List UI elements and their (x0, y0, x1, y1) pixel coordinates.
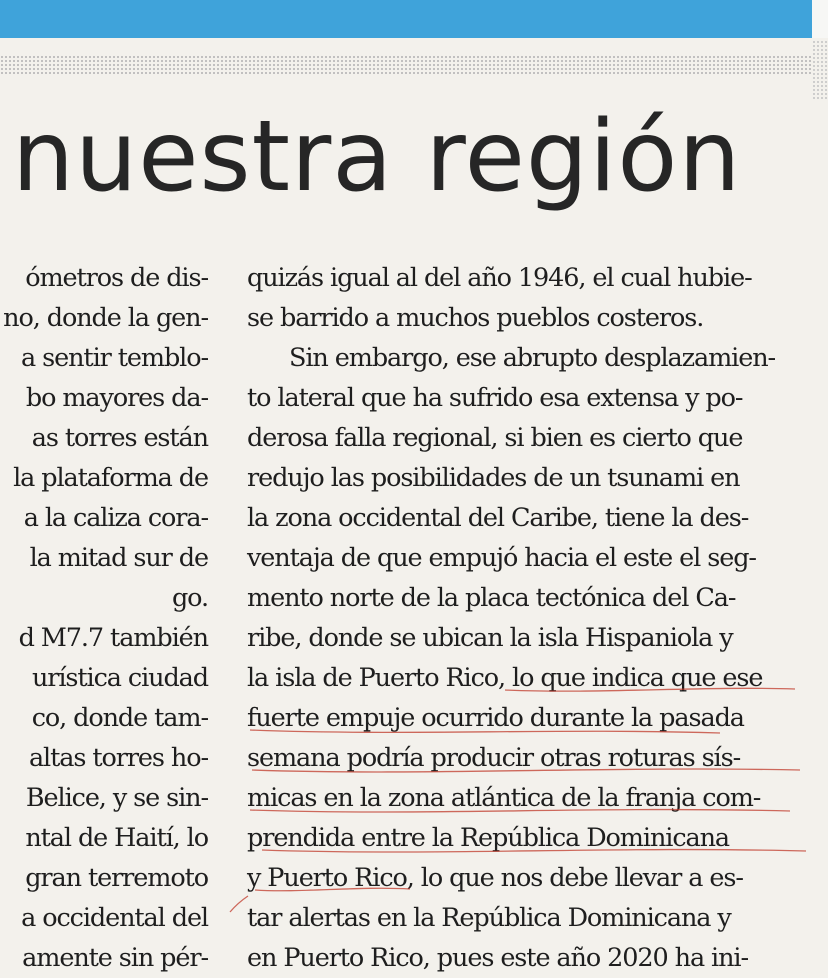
text-line: ómetros de dis- (25, 263, 208, 293)
text-line: la mitad sur de (29, 543, 208, 573)
text-line: go. (171, 583, 208, 613)
text-line: mento norte de la placa tectónica del Ca- (247, 583, 736, 613)
text-line: a sentir temblo- (21, 343, 208, 373)
text-line: Belice, y se sin- (25, 783, 208, 813)
text-line: as torres están (31, 423, 208, 453)
text-line: prendida entre la República Dominicana (247, 823, 730, 853)
text-line: ribe, donde se ubican la isla Hispaniola y (247, 623, 733, 653)
text-line: la isla de Puerto Rico, lo que indica que ese (247, 663, 763, 693)
text-line: micas en la zona atlántica de la franja com- (247, 783, 761, 813)
text-line: bo mayores da- (25, 383, 208, 413)
text-line: en Puerto Rico, pues este año 2020 ha ini- (247, 943, 749, 973)
text-line: y Puerto Rico, lo que nos debe llevar a es- (247, 863, 743, 893)
article-column-left (0, 258, 208, 978)
text-line: la zona occidental del Caribe, tiene la des- (247, 503, 749, 533)
dotted-rule (0, 55, 812, 75)
text-line: tar alertas en la República Dominicana y (247, 903, 731, 933)
text-line: no, donde la gen- (3, 303, 208, 333)
text-line: ntal de Haití, lo (25, 823, 208, 853)
text-line: altas torres ho- (28, 743, 208, 773)
page-edge (812, 0, 828, 38)
paragraph-start-line: Sin embargo, ese abrupto desplazamien- (289, 343, 776, 373)
dotted-rule-edge (812, 40, 828, 100)
text-line: urística ciudad (31, 663, 208, 693)
text-line: derosa falla regional, si bien es cierto que (247, 423, 743, 453)
text-line: la plataforma de (13, 463, 208, 493)
text-line: gran terremoto (25, 863, 208, 893)
text-line: a occidental del (21, 903, 208, 933)
text-line: amente sin pér- (22, 943, 208, 973)
pen-tick (230, 896, 248, 912)
text-line: fuerte empuje ocurrido durante la pasada (247, 703, 744, 733)
text-line: to lateral que ha sufrido esa extensa y po- (247, 383, 743, 413)
text-line: ventaja de que empujó hacia el este el seg- (247, 543, 756, 573)
text-line: d M7.7 también (18, 623, 208, 653)
text-line: semana podría producir otras roturas sís- (247, 743, 741, 773)
text-line: quizás igual al del año 1946, el cual hubie- (247, 263, 752, 293)
text-line: co, donde tam- (31, 703, 208, 733)
top-color-banner (0, 0, 812, 38)
text-line: redujo las posibilidades de un tsunami en (247, 463, 740, 493)
headline: nuestra región (12, 100, 742, 214)
text-line: se barrido a muchos pueblos costeros. (247, 303, 704, 333)
article-column-right (247, 258, 807, 978)
text-line: a la caliza cora- (23, 503, 208, 533)
